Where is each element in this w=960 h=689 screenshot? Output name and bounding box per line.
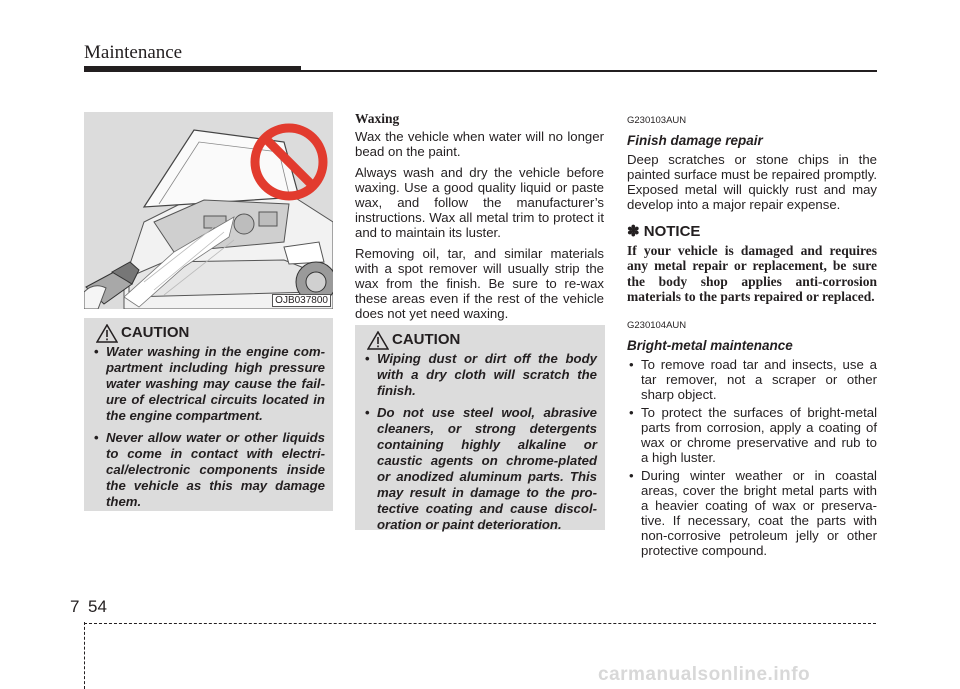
caution-title: CAUTION — [392, 331, 461, 348]
finish-damage-body: Deep scratches or stone chips in the painted surface must be repaired promptly. Exposed metal will quickly rust and may develop into a major repair expense. — [627, 152, 877, 212]
car-hood-washing-drawing — [84, 112, 333, 309]
header-rule-thick — [84, 66, 301, 72]
notice-body: If your vehicle is damaged and requires any metal repair or replacement, be sure the body shop applies anti-corrosion materials to the parts repaired or replaced. — [627, 243, 877, 304]
header-rule-thin — [301, 70, 877, 72]
page-number: 54 — [88, 597, 107, 616]
section-code: G230103AUN — [627, 115, 687, 126]
image-code-label: OJB037800 — [272, 294, 331, 307]
chapter-number: 7 — [70, 597, 80, 616]
bright-metal-heading: Bright-metal maintenance — [627, 338, 793, 354]
footer-horizontal-rule — [84, 623, 876, 624]
caution-box-engine-washing — [84, 318, 333, 511]
caution-item: • Never allow water or other liquids to come in contact with electri-cal/electronic components inside the vehicle as this may damage them. — [84, 430, 333, 510]
bright-metal-item: • To protect the surfaces of bright-metal parts from corrosion, apply a coating of wax or chrome preservative and rub to a high luster. — [627, 405, 877, 465]
right-column — [627, 113, 877, 561]
footer-vertical-rule — [84, 622, 85, 689]
notice-heading: ✽ NOTICE — [627, 223, 701, 240]
waxing-paragraph: Always wash and dry the vehicle before waxing. Use a good quality liquid or paste wax, and follow the manufacturer’s instructions. Wax all metal trim to protect it and to maintain its luster. — [355, 165, 604, 240]
warning-triangle-icon — [96, 324, 118, 343]
watermark: carmanualsonline.info — [598, 664, 811, 685]
waxing-paragraph: Removing oil, tar, and similar materials with a spot remover will usually strip the wax from the finish. Be sure to re-wax these areas even if the rest of the vehicle does not yet need waxing. — [355, 246, 604, 321]
caution-item: • Water washing in the engine com-partment including high pressure water washing may cause the fail-ure of electrical circuits located in the engine compartment. — [84, 344, 333, 424]
bright-metal-item: • To remove road tar and insects, use a tar remover, not a scraper or other sharp object. — [627, 357, 877, 402]
waxing-heading: Waxing — [355, 111, 400, 126]
page-header-title: Maintenance — [84, 42, 183, 63]
caution-title: CAUTION — [121, 324, 190, 341]
caution-item: • Do not use steel wool, abrasive cleaners, or strong detergents containing highly alkaline or caustic agents on chrome-plated or anodized aluminum parts. This may result in damage to the pro-tective coating and cause discol-oration or paint deterioration. — [355, 405, 605, 533]
engine-washing-illustration — [84, 112, 333, 309]
bright-metal-item: • During winter weather or in coastal areas, cover the bright metal parts with a heavier coating of wax or preserva-tive. If necessary, coat the parts with non-corrosive petroleum jelly or other protective compound. — [627, 468, 877, 558]
caution-item: • Wiping dust or dirt off the body with a dry cloth will scratch the finish. — [355, 351, 605, 399]
waxing-paragraph: Wax the vehicle when water will no longer bead on the paint. — [355, 129, 604, 159]
warning-triangle-icon — [367, 331, 389, 350]
finish-damage-heading: Finish damage repair — [627, 133, 763, 148]
section-code: G230104AUN — [627, 320, 687, 332]
waxing-section — [355, 111, 604, 327]
caution-box-cleaning — [355, 325, 605, 530]
